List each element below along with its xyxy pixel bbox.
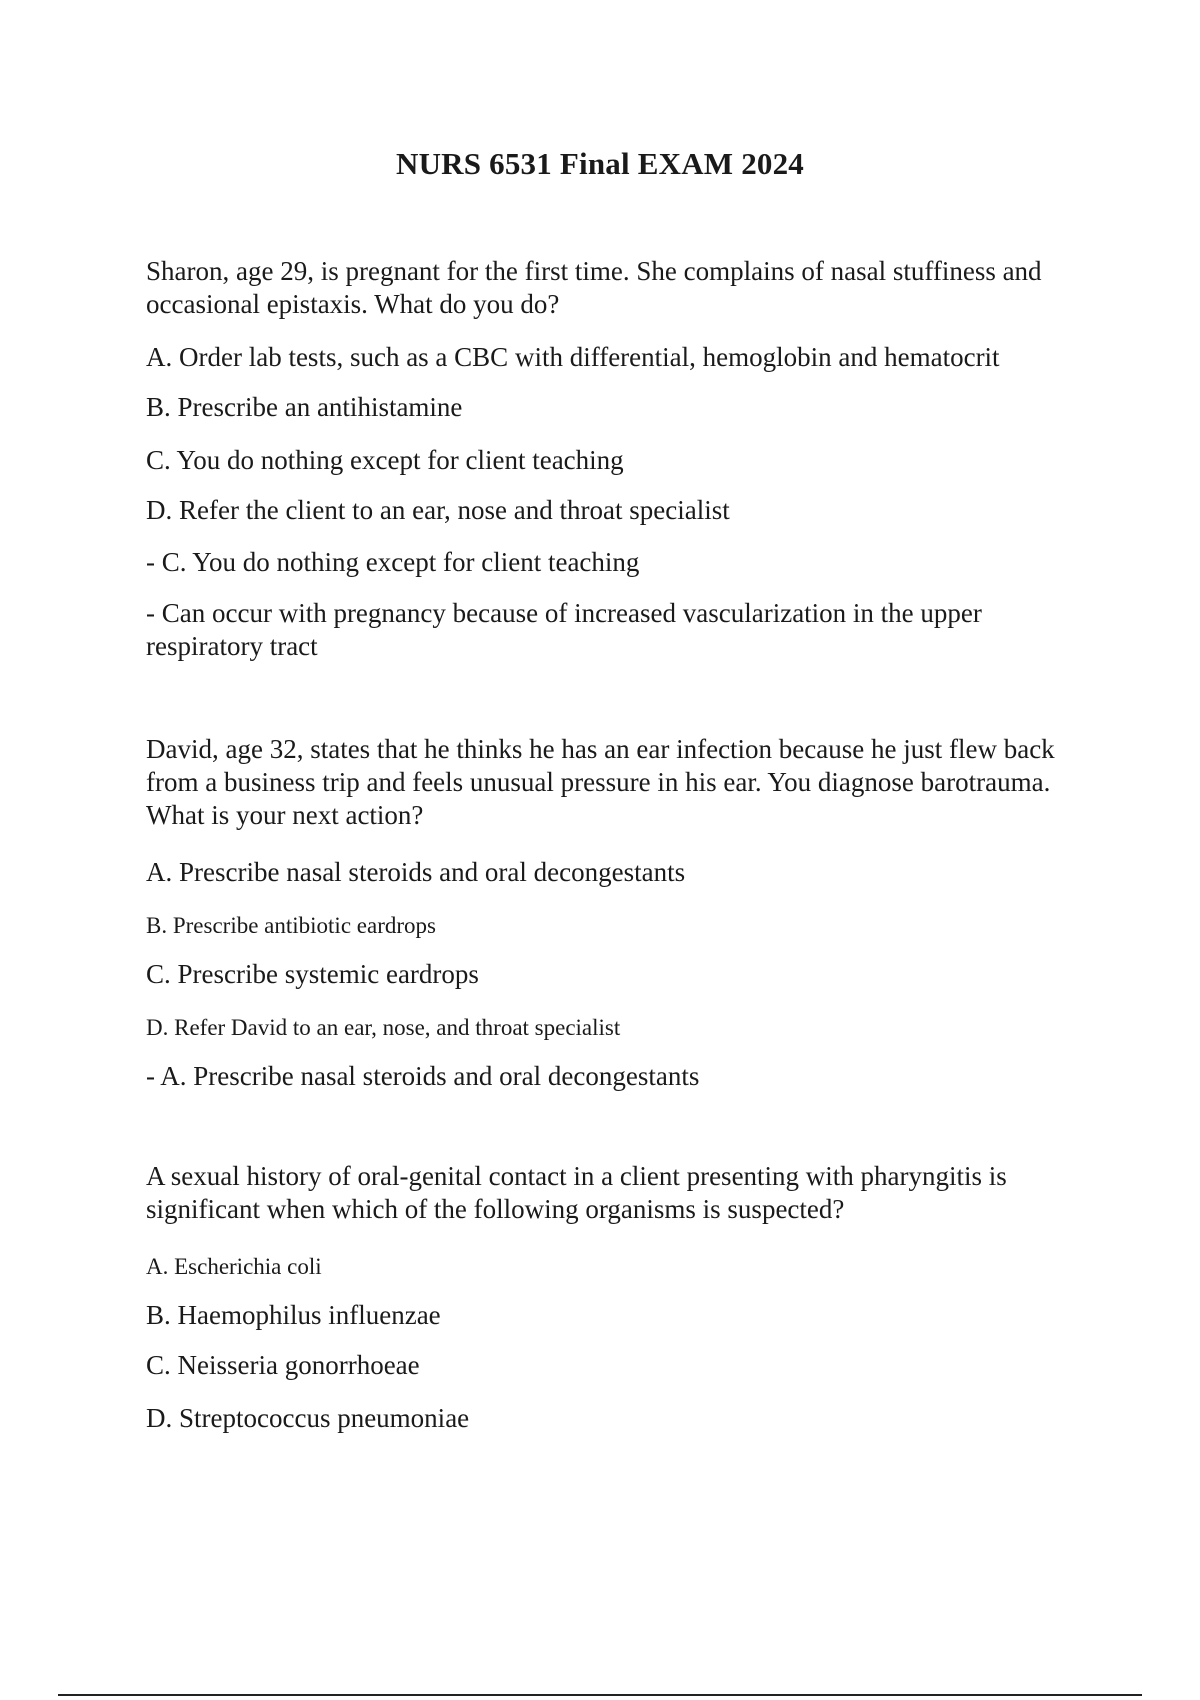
question-1-stem: Sharon, age 29, is pregnant for the first time. She complains of nasal stuffiness and occasional epistaxis. What do you do?: [146, 256, 1042, 319]
question-3-option-d: D. Streptococcus pneumoniae: [146, 1403, 470, 1433]
page-bottom-rule: [58, 1694, 1142, 1696]
document-title: NURS 6531 Final EXAM 2024: [395, 146, 804, 181]
question-3-option-b: B. Haemophilus influenzae: [146, 1300, 441, 1330]
question-1-answer: - C. You do nothing except for client teaching: [146, 547, 640, 577]
question-3-option-c: C. Neisseria gonorrhoeae: [146, 1350, 420, 1380]
question-2-option-c: C. Prescribe systemic eardrops: [146, 959, 479, 989]
question-1-option-c: C. You do nothing except for client teaching: [146, 445, 624, 475]
question-2-option-b: B. Prescribe antibiotic eardrops: [146, 913, 436, 938]
question-3-option-a: A. Escherichia coli: [146, 1254, 322, 1279]
question-2-answer: - A. Prescribe nasal steroids and oral decongestants: [146, 1061, 700, 1091]
question-1-option-b: B. Prescribe an antihistamine: [146, 392, 463, 422]
question-2-option-a: A. Prescribe nasal steroids and oral decongestants: [146, 857, 686, 887]
question-2-stem: David, age 32, states that he thinks he has an ear infection because he just flew back from a business trip and feels unusual pressure in his ear. You diagnose barotrauma. What is your next action?: [146, 734, 1055, 830]
question-2-option-d: D. Refer David to an ear, nose, and throat specialist: [146, 1015, 621, 1040]
question-1-option-a: A. Order lab tests, such as a CBC with differential, hemoglobin and hematocrit: [146, 342, 1000, 372]
question-3-stem: A sexual history of oral-genital contact in a client presenting with pharyngitis is significant when which of the following organisms is suspected?: [146, 1161, 1007, 1224]
question-1-rationale: - Can occur with pregnancy because of increased vascularization in the upper respiratory tract: [146, 598, 982, 661]
question-1-option-d: D. Refer the client to an ear, nose and throat specialist: [146, 495, 730, 525]
